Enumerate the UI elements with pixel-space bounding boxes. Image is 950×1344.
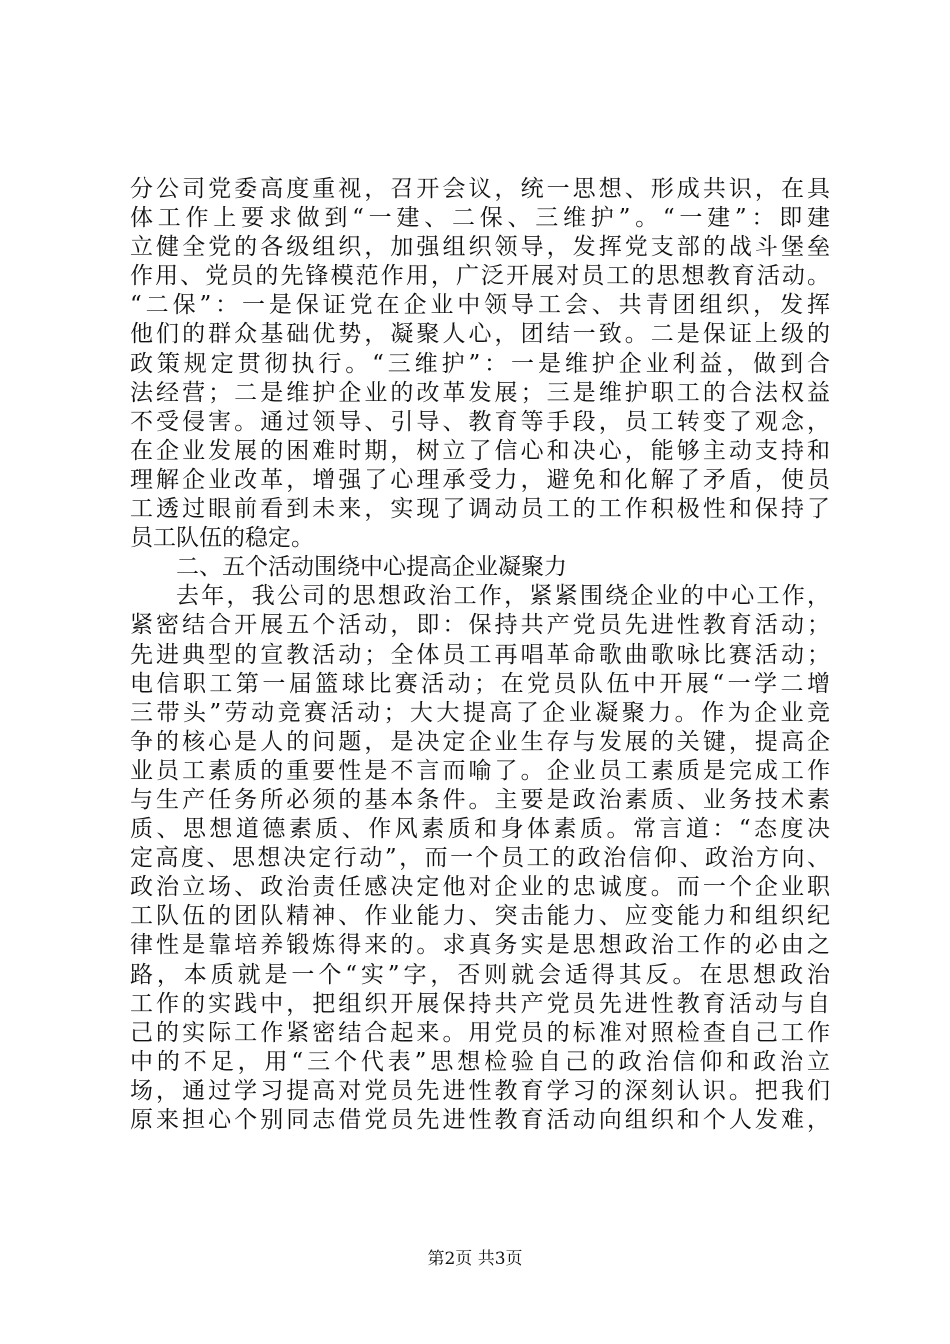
text-line: 质、思想道德素质、作风素质和身体素质。常言道：“态度决 bbox=[130, 816, 830, 843]
section-heading: 二、五个活动围绕中心提高企业凝聚力 bbox=[176, 554, 567, 581]
text-line: 他们的群众基础优势，凝聚人心，团结一致。二是保证上级的 bbox=[130, 321, 830, 348]
text-line: 分公司党委高度重视，召开会议，统一思想、形成共识，在具 bbox=[130, 176, 830, 202]
text-line: 政治立场、政治责任感决定他对企业的忠诚度。而一个企业职 bbox=[130, 874, 830, 901]
text-line: 体工作上要求做到“一建、二保、三维护”。“一建”：即建 bbox=[130, 205, 830, 232]
text-line: 定高度、思想决定行动”，而一个员工的政治信仰、政治方向、 bbox=[130, 845, 830, 872]
page-footer: 第2页 共3页 bbox=[427, 1249, 523, 1269]
text-line: 在企业发展的困难时期，树立了信心和决心，能够主动支持和 bbox=[130, 437, 830, 464]
text-line: 工透过眼前看到未来，实现了调动员工的工作积极性和保持了 bbox=[130, 496, 830, 523]
text-line: 业员工素质的重要性是不言而喻了。企业员工素质是完成工作 bbox=[130, 757, 830, 784]
text-line: 不受侵害。通过领导、引导、教育等手段，员工转变了观念， bbox=[130, 408, 830, 435]
text-line: 政策规定贯彻执行。“三维护”：一是维护企业利益，做到合 bbox=[130, 350, 830, 377]
text-line: 争的核心是人的问题，是决定企业生存与发展的关键，提高企 bbox=[130, 728, 830, 755]
text-line: 法经营；二是维护企业的改革发展；三是维护职工的合法权益 bbox=[130, 379, 830, 406]
text-line: 去年，我公司的思想政治工作，紧紧围绕企业的中心工作， bbox=[176, 583, 830, 610]
text-line: 中的不足，用“三个代表”思想检验自己的政治信仰和政治立 bbox=[130, 1048, 830, 1075]
text-line: 工队伍的团队精神、作业能力、突击能力、应变能力和组织纪 bbox=[130, 903, 830, 930]
text-line: 律性是靠培养锻炼得来的。求真务实是思想政治工作的必由之 bbox=[130, 932, 830, 959]
text-line: 工作的实践中，把组织开展保持共产党员先进性教育活动与自 bbox=[130, 990, 830, 1017]
text-line: 己的实际工作紧密结合起来。用党员的标准对照检查自己工作 bbox=[130, 1019, 830, 1046]
text-line: 与生产任务所必须的基本条件。主要是政治素质、业务技术素 bbox=[130, 786, 830, 813]
text-line: 原来担心个别同志借党员先进性教育活动向组织和个人发难， bbox=[130, 1107, 830, 1133]
text-line: 路，本质就是一个“实”字，否则就会适得其反。在思想政治 bbox=[130, 961, 830, 988]
text-line: 三带头”劳动竞赛活动；大大提高了企业凝聚力。作为企业竞 bbox=[130, 699, 830, 726]
text-line: 先进典型的宣教活动；全体员工再唱革命歌曲歌咏比赛活动； bbox=[130, 641, 830, 668]
document-body bbox=[130, 175, 830, 1135]
text-line: 理解企业改革，增强了心理承受力，避免和化解了矛盾，使员 bbox=[130, 466, 830, 493]
text-line: 立健全党的各级组织，加强组织领导，发挥党支部的战斗堡垒 bbox=[130, 234, 830, 261]
text-line: 紧密结合开展五个活动，即：保持共产党员先进性教育活动； bbox=[130, 612, 830, 639]
text-line: 场，通过学习提高对党员先进性教育学习的深刻认识。把我们 bbox=[130, 1077, 830, 1104]
text-line: “二保”：一是保证党在企业中领导工会、共青团组织，发挥 bbox=[130, 292, 830, 319]
text-line: 作用、党员的先锋模范作用，广泛开展对员工的思想教育活动。 bbox=[130, 263, 830, 290]
text-line: 员工队伍的稳定。 bbox=[130, 525, 314, 552]
text-line: 电信职工第一届篮球比赛活动；在党员队伍中开展“一学二增 bbox=[130, 670, 830, 697]
